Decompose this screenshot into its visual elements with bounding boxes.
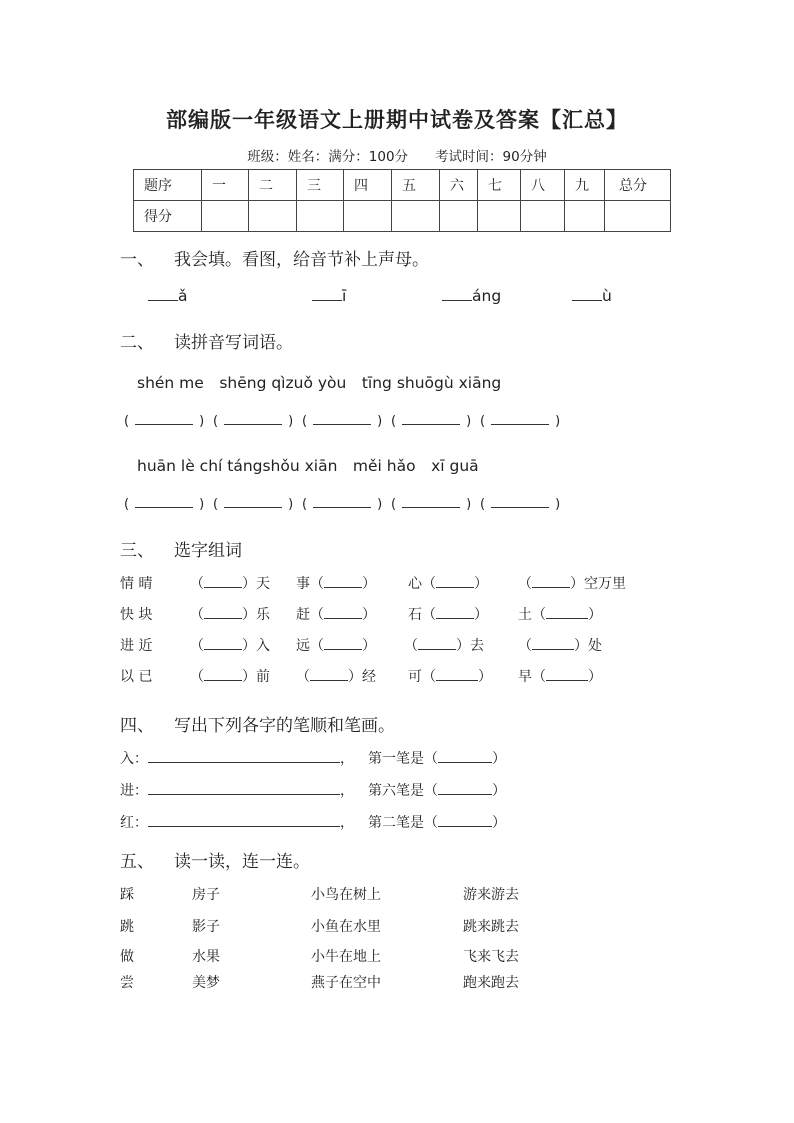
header-cell: 二 xyxy=(249,170,297,201)
answer-blank[interactable] xyxy=(135,424,193,425)
stroke-answer-blank[interactable] xyxy=(438,762,492,763)
score-cell[interactable] xyxy=(249,201,297,232)
match-item-subject[interactable]: 小牛在地上 xyxy=(311,949,381,965)
word-blank-item[interactable]: 远（ ） xyxy=(296,638,376,654)
score-cell[interactable] xyxy=(202,201,249,232)
exam-info: 班级：姓名：满分：100分 考试时间：90分钟 xyxy=(247,149,547,165)
answer-bracket-row: ( ) xyxy=(480,497,561,512)
section-2-heading xyxy=(120,328,293,353)
answer-bracket-row: ( ) xyxy=(391,414,472,429)
stroke-question: 第六笔是（ ） xyxy=(368,783,506,799)
match-item-action[interactable]: 跳来跳去 xyxy=(463,919,519,935)
char-pair: 快 块 xyxy=(120,607,153,623)
header-cell: 八 xyxy=(521,170,565,201)
char-pair: 情 晴 xyxy=(120,576,153,592)
answer-bracket-row: ( ) xyxy=(302,414,383,429)
score-table xyxy=(133,169,671,232)
word-blank-item[interactable]: 早（ ） xyxy=(518,669,602,685)
word-blank-item[interactable]: （ ）前 xyxy=(190,669,270,685)
word-blank-item[interactable]: （ ）入 xyxy=(190,638,270,654)
score-cell[interactable] xyxy=(440,201,478,232)
target-char: 红： xyxy=(120,815,148,831)
section-number: 二、 xyxy=(120,333,154,353)
section-number: 四、 xyxy=(120,716,154,736)
header-cell: 一 xyxy=(202,170,249,201)
score-cell[interactable] xyxy=(521,201,565,232)
score-cell[interactable] xyxy=(297,201,344,232)
word-blank-item[interactable]: （ ）空万里 xyxy=(518,576,626,592)
match-item-verb[interactable]: 跳 xyxy=(120,919,134,935)
stroke-answer-blank[interactable] xyxy=(438,826,492,827)
section-title: 读拼音写词语。 xyxy=(174,333,293,353)
score-cell[interactable] xyxy=(605,201,671,232)
answer-bracket-row: ( ) xyxy=(124,497,205,512)
match-item-subject[interactable]: 小鱼在水里 xyxy=(311,919,381,935)
answer-bracket-row: ( ) xyxy=(391,497,472,512)
stroke-order-blank[interactable] xyxy=(148,826,340,827)
answer-blank[interactable] xyxy=(313,507,371,508)
initial-fill-item[interactable]: áng xyxy=(442,287,501,305)
answer-blank[interactable] xyxy=(313,424,371,425)
answer-bracket-row: ( ) xyxy=(213,414,294,429)
word-blank-item[interactable]: 土（ ） xyxy=(518,607,602,623)
section-number: 五、 xyxy=(120,852,154,872)
answer-blank[interactable] xyxy=(224,424,282,425)
target-char: 入： xyxy=(120,751,148,767)
section-number: 三、 xyxy=(120,541,154,561)
answer-bracket-row: ( ) xyxy=(124,414,205,429)
answer-blank[interactable] xyxy=(402,507,460,508)
page-title: 部编版一年级语文上册期中试卷及答案【汇总】 xyxy=(166,108,628,132)
score-cell[interactable] xyxy=(392,201,440,232)
match-item-action[interactable]: 游来游去 xyxy=(463,887,519,903)
header-cell: 题序 xyxy=(134,170,202,201)
section-title: 读一读，连一连。 xyxy=(174,852,310,872)
header-cell: 九 xyxy=(565,170,605,201)
word-blank-item[interactable]: （ ）天 xyxy=(190,576,270,592)
answer-bracket-row: ( ) xyxy=(213,497,294,512)
stroke-order-blank[interactable] xyxy=(148,762,340,763)
word-blank-item[interactable]: （ ）经 xyxy=(296,669,376,685)
answer-blank[interactable] xyxy=(491,424,549,425)
answer-blank[interactable] xyxy=(491,507,549,508)
answer-blank[interactable] xyxy=(224,507,282,508)
answer-blank[interactable] xyxy=(402,424,460,425)
match-item-verb[interactable]: 尝 xyxy=(120,975,134,991)
char-pair: 以 已 xyxy=(120,669,153,685)
word-blank-item[interactable]: （ ）乐 xyxy=(190,607,270,623)
answer-bracket-row: ( ) xyxy=(480,414,561,429)
word-blank-item[interactable]: （ ）去 xyxy=(404,638,484,654)
match-item-noun[interactable]: 美梦 xyxy=(192,975,220,991)
section-title: 我会填。看图，给音节补上声母。 xyxy=(174,250,429,270)
match-item-action[interactable]: 飞来飞去 xyxy=(463,949,519,965)
word-blank-item[interactable]: 事（ ） xyxy=(296,576,376,592)
score-cell[interactable] xyxy=(344,201,392,232)
match-item-noun[interactable]: 影子 xyxy=(192,919,220,935)
initial-fill-item[interactable]: ù xyxy=(572,287,612,305)
stroke-answer-blank[interactable] xyxy=(438,794,492,795)
header-cell: 六 xyxy=(440,170,478,201)
section-title: 选字组词 xyxy=(174,541,242,561)
match-item-action[interactable]: 跑来跑去 xyxy=(463,975,519,991)
initial-fill-item[interactable]: ǎ xyxy=(148,287,188,305)
match-item-noun[interactable]: 水果 xyxy=(192,949,220,965)
score-table-header-row xyxy=(134,170,671,201)
stroke-question: 第二笔是（ ） xyxy=(368,815,506,831)
answer-blank[interactable] xyxy=(135,507,193,508)
header-cell: 总分 xyxy=(605,170,671,201)
row-label: 得分 xyxy=(134,201,202,232)
match-item-verb[interactable]: 踩 xyxy=(120,887,134,903)
initial-fill-item[interactable]: ī xyxy=(312,287,346,305)
match-item-noun[interactable]: 房子 xyxy=(192,887,220,903)
match-item-verb[interactable]: 做 xyxy=(120,949,134,965)
score-cell[interactable] xyxy=(478,201,521,232)
header-cell: 三 xyxy=(297,170,344,201)
score-cell[interactable] xyxy=(565,201,605,232)
section-4-heading xyxy=(120,711,395,736)
header-cell: 四 xyxy=(344,170,392,201)
section-number: 一、 xyxy=(120,250,154,270)
word-blank-item[interactable]: 可（ ） xyxy=(408,669,492,685)
stroke-order-row: 红： ， xyxy=(120,815,354,831)
section-3-heading xyxy=(120,536,242,561)
word-blank-item[interactable]: 石（ ） xyxy=(408,607,488,623)
word-blank-item[interactable]: 心（ ） xyxy=(408,576,488,592)
char-pair: 进 近 xyxy=(120,638,153,654)
answer-bracket-row: ( ) xyxy=(302,497,383,512)
header-cell: 五 xyxy=(392,170,440,201)
stroke-order-row: 入： ， xyxy=(120,751,354,767)
match-item-subject[interactable]: 燕子在空中 xyxy=(311,975,381,991)
stroke-order-row: 进： ， xyxy=(120,783,354,799)
stroke-question: 第一笔是（ ） xyxy=(368,751,506,767)
pinyin-line-1: shén me shēng qìzuǒ yòu tīng shuōgù xiāng xyxy=(137,374,502,392)
section-title: 写出下列各字的笔顺和笔画。 xyxy=(174,716,395,736)
match-item-subject[interactable]: 小鸟在树上 xyxy=(311,887,381,903)
target-char: 进： xyxy=(120,783,148,799)
section-5-heading xyxy=(120,847,310,872)
word-blank-item[interactable]: 赶（ ） xyxy=(296,607,376,623)
stroke-order-blank[interactable] xyxy=(148,794,340,795)
pinyin-line-2: huān lè chí tángshǒu xiān měi hǎo xī guā xyxy=(137,457,479,475)
section-1-heading xyxy=(120,245,429,270)
word-blank-item[interactable]: （ ）处 xyxy=(518,638,602,654)
score-table-score-row xyxy=(134,201,671,232)
header-cell: 七 xyxy=(478,170,521,201)
